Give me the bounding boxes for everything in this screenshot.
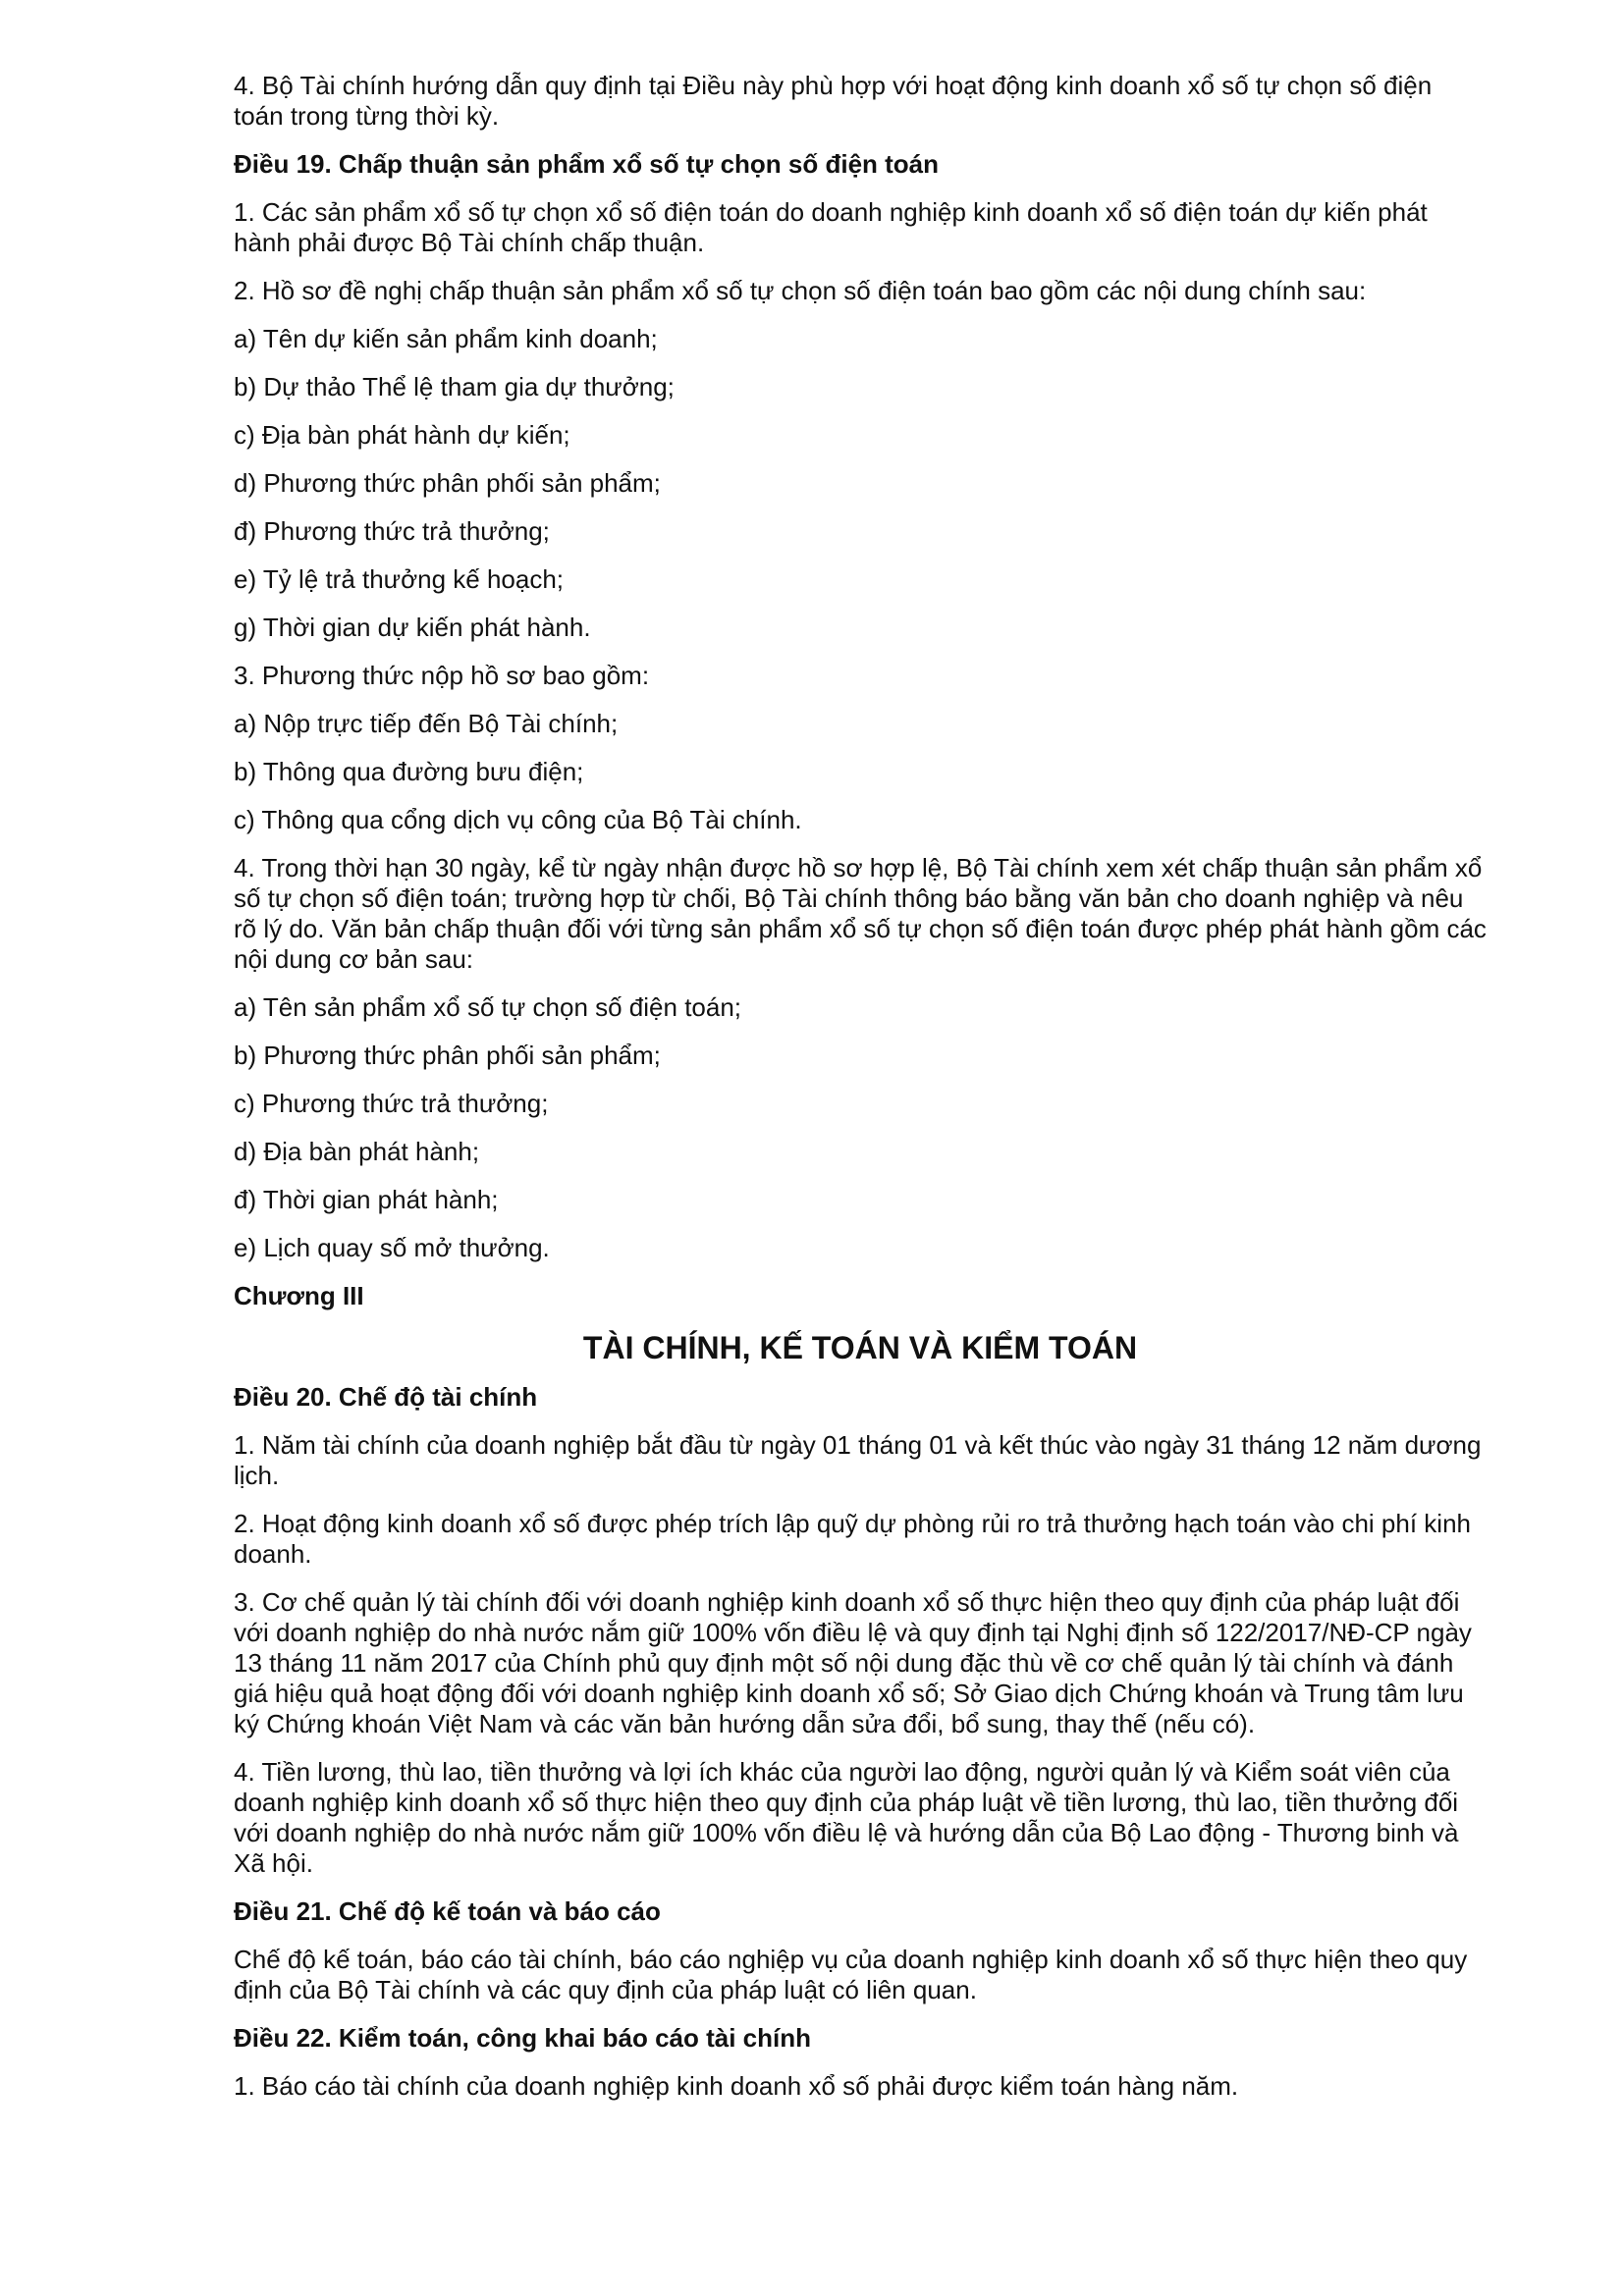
dieu-19-khoan-2-c: c) Địa bàn phát hành dự kiến;	[234, 420, 570, 450]
dieu-19-khoan-4-a: a) Tên sản phẩm xổ số tự chọn số điện toán;	[234, 992, 742, 1022]
dieu-20-khoan-1: 1. Năm tài chính của doanh nghiệp bắt đầu từ ngày 01 tháng 01 và kết thúc vào ngày 31 tháng 12 năm dương lịch.	[234, 1430, 1482, 1490]
dieu-19-khoan-2-a: a) Tên dự kiến sản phẩm kinh doanh;	[234, 324, 658, 353]
chapter-label: Chương III	[234, 1281, 364, 1310]
dieu-18-khoan-4: 4. Bộ Tài chính hướng dẫn quy định tại Điều này phù hợp với hoạt động kinh doanh xổ số tự chọn số điện toán trong từng thời kỳ.	[234, 71, 1433, 131]
dieu-19-khoan-4: 4. Trong thời hạn 30 ngày, kể từ ngày nhận được hồ sơ hợp lệ, Bộ Tài chính xem xét chấp thuận sản phẩm xổ số tự chọn số điện toán; trường hợp từ chối, Bộ Tài chính thông báo bằng văn bản cho doanh nghiệp và nêu rõ lý do. Văn bản chấp thuận đối với từng sản phẩm xổ số tự chọn số điện toán được phép phát hành gồm các nội dung cơ bản sau:	[234, 853, 1487, 974]
dieu-21-noi-dung: Chế độ kế toán, báo cáo tài chính, báo cáo nghiệp vụ của doanh nghiệp kinh doanh xổ số thực hiện theo quy định của Bộ Tài chính và các quy định của pháp luật có liên quan.	[234, 1945, 1468, 2004]
dieu-19-khoan-2-d: d) Phương thức phân phối sản phẩm;	[234, 468, 661, 498]
dieu-19-heading: Điều 19. Chấp thuận sản phẩm xổ số tự chọn số điện toán	[234, 149, 940, 179]
dieu-19-khoan-2-b: b) Dự thảo Thể lệ tham gia dự thưởng;	[234, 372, 675, 401]
document-page	[234, 71, 1487, 2119]
dieu-22-heading: Điều 22. Kiểm toán, công khai báo cáo tài chính	[234, 2023, 812, 2053]
dieu-20-khoan-4: 4. Tiền lương, thù lao, tiền thưởng và lợi ích khác của người lao động, người quản lý và Kiểm soát viên của doanh nghiệp kinh doanh xổ số thực hiện theo quy định của pháp luật về tiền lương, thù lao, tiền thưởng đối với doanh nghiệp do nhà nước nắm giữ 100% vốn điều lệ và hướng dẫn của Bộ Lao động - Thương binh và Xã hội.	[234, 1757, 1459, 1878]
dieu-20-heading: Điều 20. Chế độ tài chính	[234, 1382, 538, 1412]
dieu-19-khoan-2: 2. Hồ sơ đề nghị chấp thuận sản phẩm xổ số tự chọn số điện toán bao gồm các nội dung chính sau:	[234, 276, 1367, 305]
dieu-19-khoan-1: 1. Các sản phẩm xổ số tự chọn xổ số điện toán do doanh nghiệp kinh doanh xổ số điện toán dự kiến phát hành phải được Bộ Tài chính chấp thuận.	[234, 197, 1428, 257]
dieu-21-heading: Điều 21. Chế độ kế toán và báo cáo	[234, 1896, 661, 1926]
dieu-19-khoan-3-c: c) Thông qua cổng dịch vụ công của Bộ Tài chính.	[234, 805, 802, 834]
dieu-19-khoan-4-dd: đ) Thời gian phát hành;	[234, 1185, 499, 1214]
dieu-19-khoan-4-b: b) Phương thức phân phối sản phẩm;	[234, 1041, 661, 1070]
dieu-19-khoan-3-b: b) Thông qua đường bưu điện;	[234, 757, 584, 786]
dieu-20-khoan-3: 3. Cơ chế quản lý tài chính đối với doanh nghiệp kinh doanh xổ số thực hiện theo quy định của pháp luật đối với doanh nghiệp do nhà nước nắm giữ 100% vốn điều lệ và quy định tại Nghị định số 122/2017/NĐ-CP ngày 13 tháng 11 năm 2017 của Chính phủ quy định một số nội dung đặc thù về cơ chế quản lý tài chính và đánh giá hiệu quả hoạt động đối với doanh nghiệp kinh doanh xổ số; Sở Giao dịch Chứng khoán và Trung tâm lưu ký Chứng khoán Việt Nam và các văn bản hướng dẫn sửa đổi, bổ sung, thay thế (nếu có).	[234, 1587, 1472, 1738]
chapter-title: TÀI CHÍNH, KẾ TOÁN VÀ KIỂM TOÁN	[582, 1330, 1138, 1365]
dieu-19-khoan-2-g: g) Thời gian dự kiến phát hành.	[234, 613, 591, 642]
dieu-19-khoan-2-dd: đ) Phương thức trả thưởng;	[234, 516, 550, 546]
dieu-19-khoan-3: 3. Phương thức nộp hồ sơ bao gồm:	[234, 661, 650, 690]
dieu-19-khoan-4-c: c) Phương thức trả thưởng;	[234, 1089, 549, 1118]
dieu-19-khoan-2-e: e) Tỷ lệ trả thưởng kế hoạch;	[234, 564, 565, 594]
dieu-20-khoan-2: 2. Hoạt động kinh doanh xổ số được phép trích lập quỹ dự phòng rủi ro trả thưởng hạch toán vào chi phí kinh doanh.	[234, 1509, 1471, 1569]
dieu-19-khoan-4-d: d) Địa bàn phát hành;	[234, 1137, 480, 1166]
dieu-19-khoan-3-a: a) Nộp trực tiếp đến Bộ Tài chính;	[234, 709, 619, 738]
dieu-19-khoan-4-e: e) Lịch quay số mở thưởng.	[234, 1233, 550, 1262]
dieu-22-khoan-1: 1. Báo cáo tài chính của doanh nghiệp kinh doanh xổ số phải được kiểm toán hàng năm.	[234, 2071, 1239, 2101]
